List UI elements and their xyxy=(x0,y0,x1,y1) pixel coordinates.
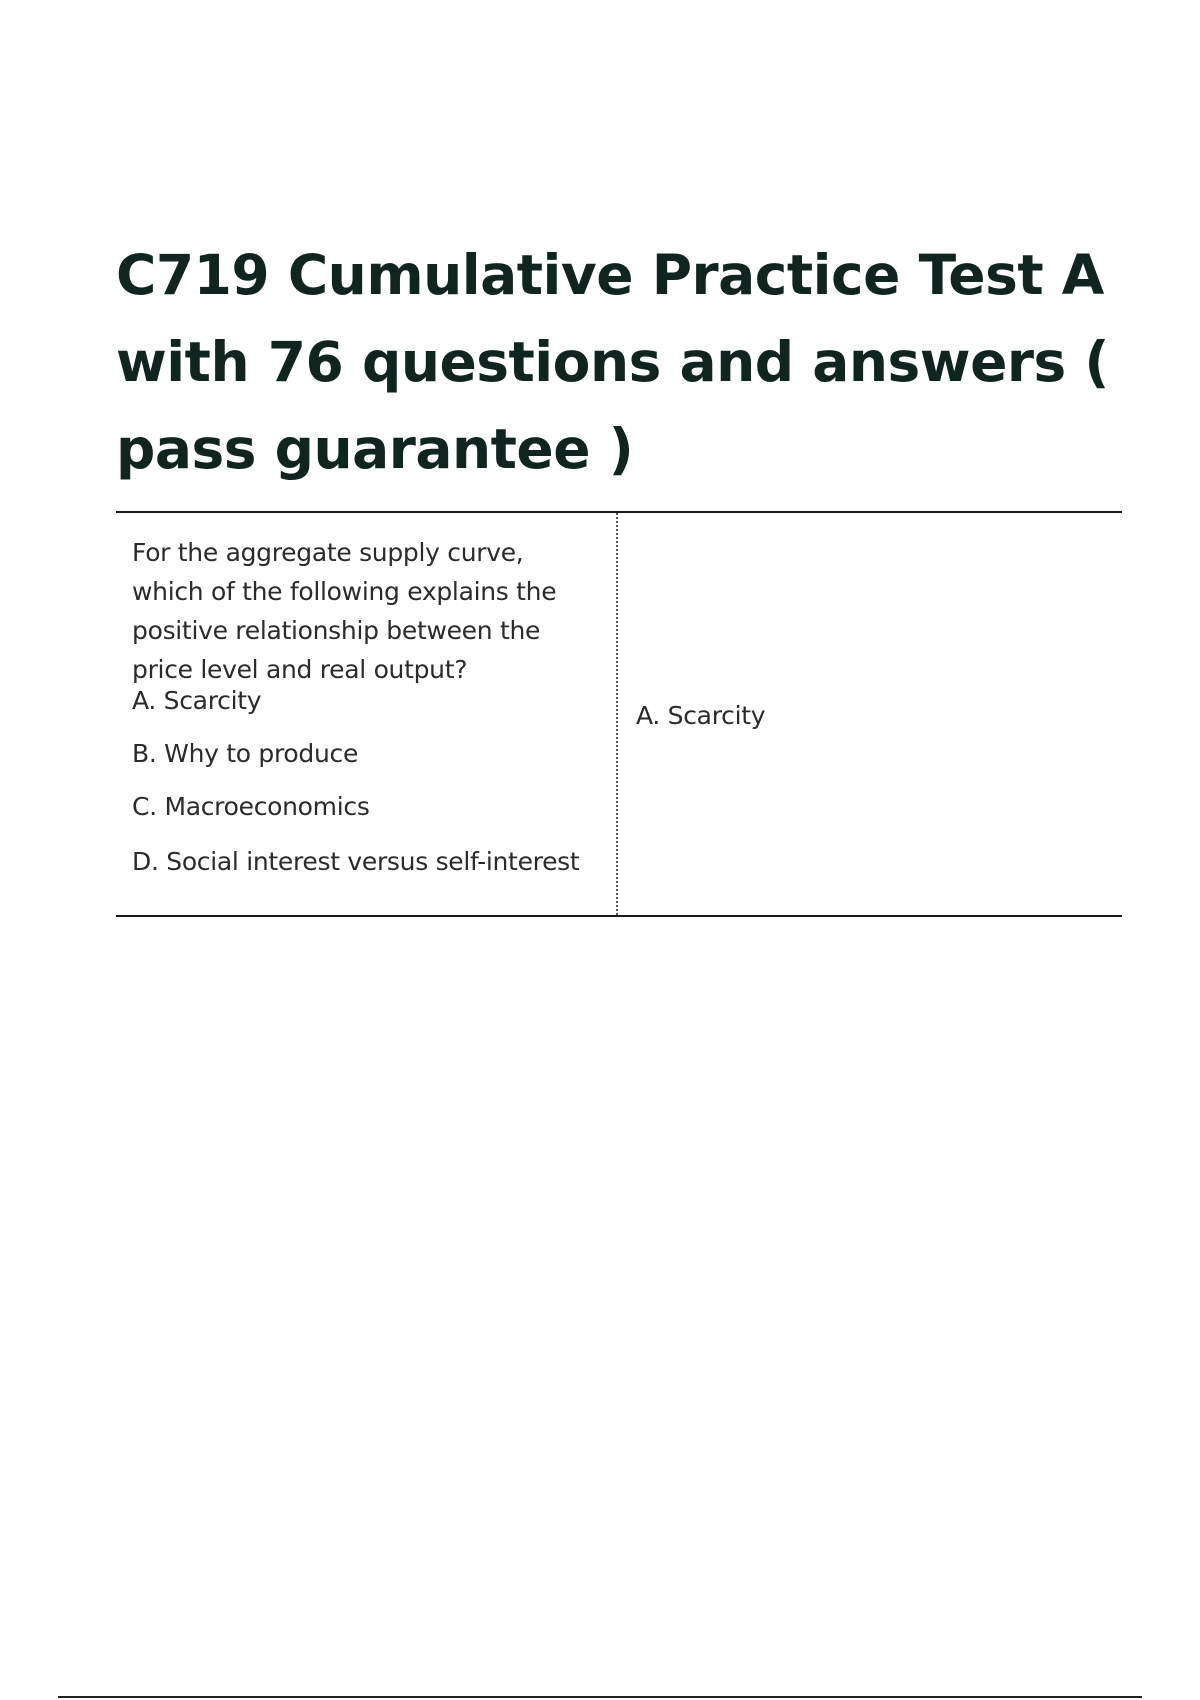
flashcard xyxy=(116,511,1122,917)
option-b: B. Why to produce xyxy=(132,739,359,768)
option-a: A. Scarcity xyxy=(132,686,262,715)
question-cell xyxy=(116,513,618,915)
page-title: C719 Cumulative Practice Test A with 76 questions and answers ( pass guarantee ) xyxy=(116,243,1110,481)
option-c: C. Macroeconomics xyxy=(132,792,370,821)
question-text: For the aggregate supply curve, which of the following explains the positive relationship between the price level and real output? xyxy=(132,538,557,684)
footer-divider xyxy=(58,1696,1142,1698)
answer-text: A. Scarcity xyxy=(636,701,766,730)
answer-cell xyxy=(618,513,1122,915)
option-d: D. Social interest versus self-interest xyxy=(132,847,580,876)
